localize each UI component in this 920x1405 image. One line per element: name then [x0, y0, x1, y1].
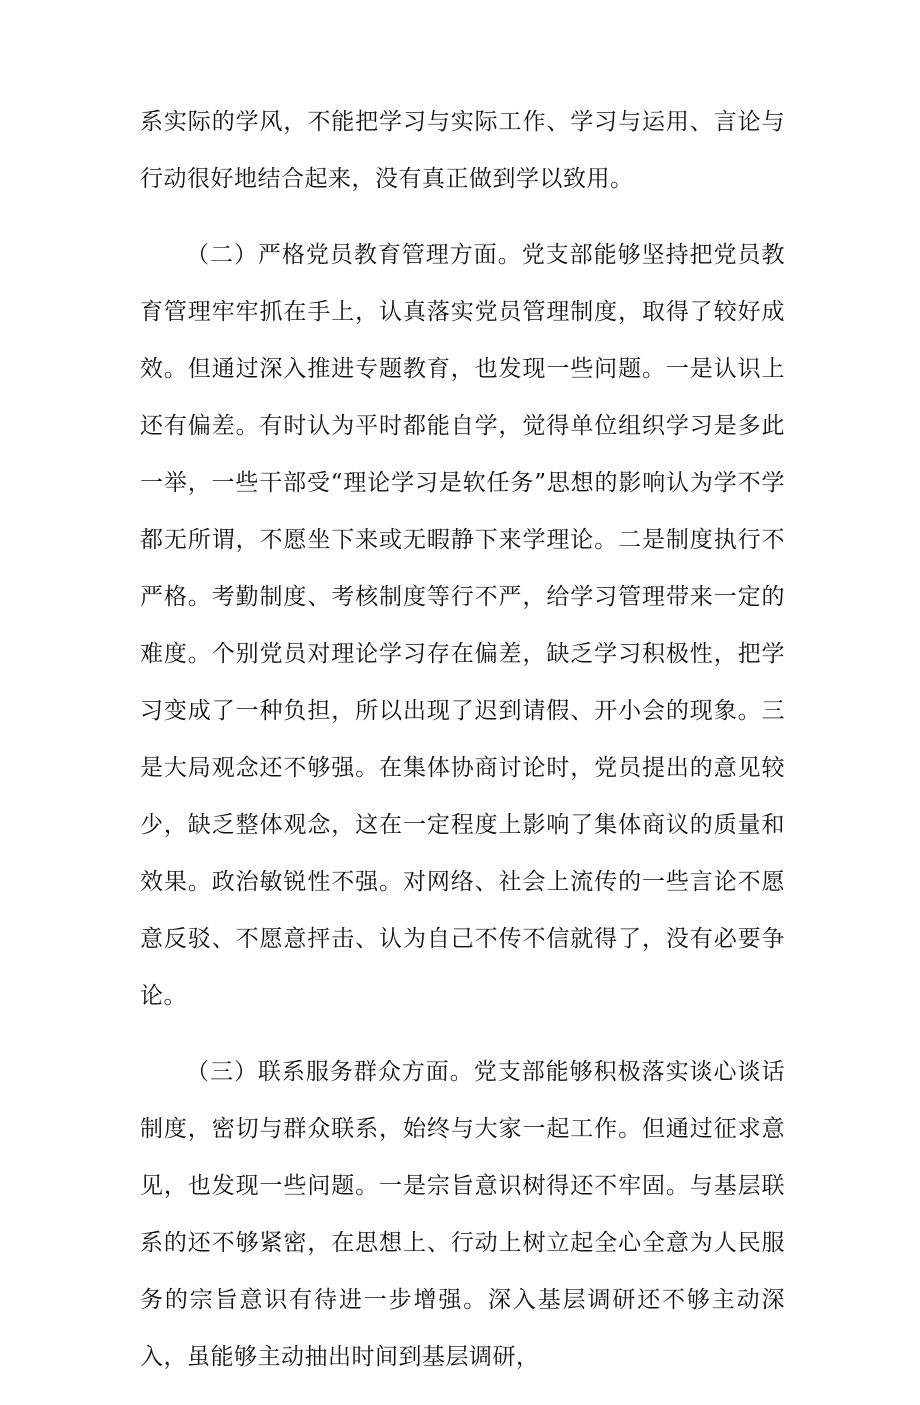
paragraph-continuation: 系实际的学风，不能把学习与实际工作、学习与运用、言论与行动很好地结合起来，没有真正做到学以致用。: [140, 109, 785, 192]
paragraph-party-member-management: （二）严格党员教育管理方面。党支部能够坚持把党员教育管理牢牢抓在手上，认真落实党员管理制度，取得了较好成效。但通过深入推进专题教育，也发现一些问题。一是认识上还有偏差。有时认为平时都能自学，觉得单位组织学习是多此一举，一些干部受“理论学习是软任务”思想的影响认为学不学都无所谓，不愿坐下来或无暇静下来学理论。二是制度执行不严格。考勤制度、考核制度等行不严，给学习管理带来一定的难度。个别党员对理论学习存在偏差，缺乏学习积极性，把学习变成了一种负担，所以出现了迟到请假、开小会的现象。三是大局观念还不够强。在集体协商讨论时，党员提出的意见较少，缺乏整体观念，这在一定程度上影响了集体商议的质量和效果。政治敏锐性不强。对网络、社会上流传的一些言论不愿意反驳、不愿意抨击、认为自己不传不信就得了，没有必要争论。: [140, 242, 785, 1009]
paragraph-serving-the-masses: （三）联系服务群众方面。党支部能够积极落实谈心谈话制度，密切与群众联系，始终与大家一起工作。但通过征求意见，也发现一些问题。一是宗旨意识树得还不牢固。与基层联系的还不够紧密，在思想上、行动上树立起全心全意为人民服务的宗旨意识有待进一步增强。深入基层调研还不够主动深入，虽能够主动抽出时间到基层调研，: [140, 1059, 785, 1370]
document-body: [140, 94, 785, 1405]
